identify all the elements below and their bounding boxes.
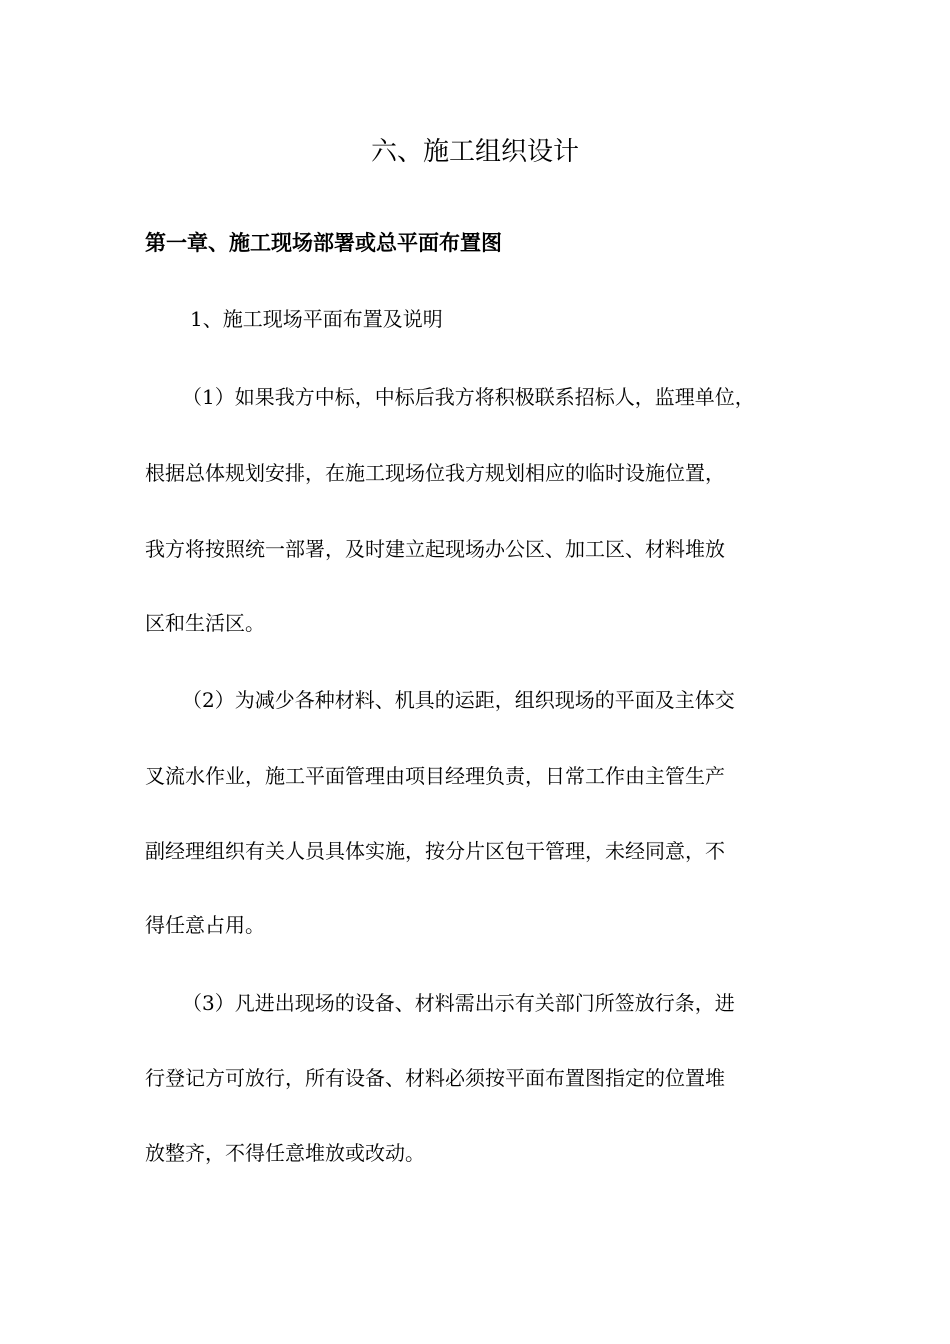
chapter-heading: 第一章、施工现场部署或总平面布置图 [145, 231, 502, 255]
paragraph-3-line-3: 放整齐，不得任意堆放或改动。 [145, 1141, 425, 1165]
paragraph-3-line-2: 行登记方可放行，所有设备、材料必须按平面布置图指定的位置堆 [145, 1066, 725, 1090]
paragraph-1-line-1: （1）如果我方中标，中标后我方将积极联系招标人，监理单位， [182, 385, 755, 409]
paragraph-1-line-4: 区和生活区。 [145, 611, 265, 635]
document-title: 六、施工组织设计 [370, 137, 579, 167]
paragraph-2-line-1: （2）为减少各种材料、机具的运距，组织现场的平面及主体交 [182, 688, 735, 712]
paragraph-1-line-3: 我方将按照统一部署，及时建立起现场办公区、加工区、材料堆放 [145, 537, 725, 561]
paragraph-3-line-1: （3）凡进出现场的设备、材料需出示有关部门所签放行条，进 [182, 991, 735, 1015]
paragraph-2-line-4: 得任意占用。 [145, 913, 265, 937]
paragraph-2-line-3: 副经理组织有关人员具体实施，按分片区包干管理，未经同意，不 [145, 839, 725, 863]
section-heading: 1、施工现场平面布置及说明 [190, 307, 443, 331]
paragraph-1-line-2: 根据总体规划安排，在施工现场位我方规划相应的临时设施位置， [145, 461, 725, 485]
paragraph-2-line-2: 叉流水作业，施工平面管理由项目经理负责，日常工作由主管生产 [145, 764, 725, 788]
